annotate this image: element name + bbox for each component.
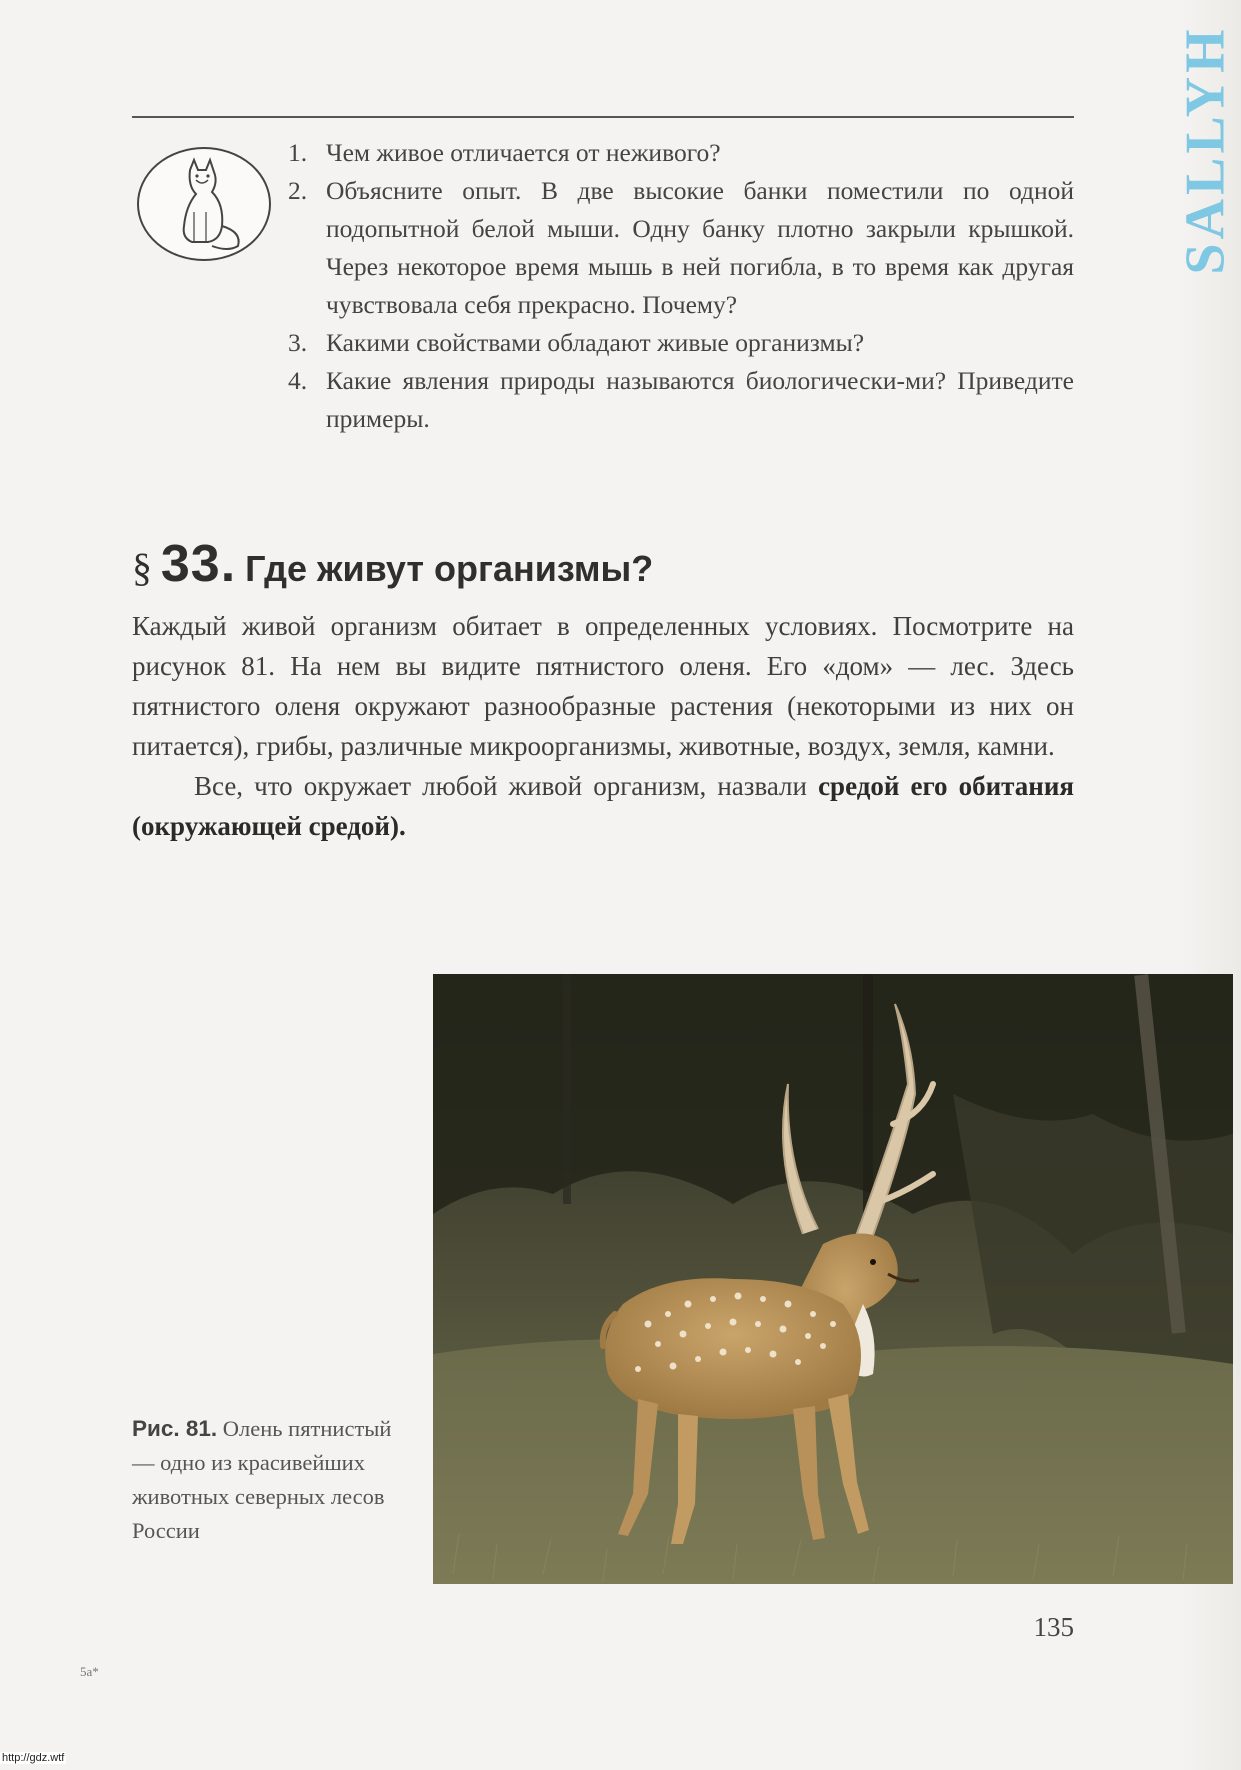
question-number: 4. (288, 366, 308, 395)
question-number: 1. (288, 138, 308, 167)
source-url-mark: http://gdz.wtf (2, 1752, 65, 1764)
question-item-3 (288, 324, 1074, 362)
question-item-2 (288, 172, 1074, 324)
paragraph-2-text: Все, что окружает любой живой организм, назвали (194, 771, 819, 801)
question-number: 3. (288, 328, 308, 357)
review-questions-list (288, 134, 1074, 438)
question-text: Какие явления природы называются биологически-ми? Приведите примеры. (326, 366, 1074, 433)
term-habitat: средой его обитания (окружающей средой). (132, 771, 1074, 841)
page-number: 135 (1033, 1612, 1074, 1642)
section-heading (132, 534, 1072, 594)
question-item-1 (288, 134, 1074, 172)
section-sign: § (132, 545, 152, 590)
question-text: Чем живое отличается от неживого? (326, 138, 721, 167)
fox-emblem-icon (132, 142, 278, 266)
figure-label: Рис. 81. (132, 1416, 218, 1441)
paragraph-1: Каждый живой организм обитает в определенных условиях. Посмотрите на рисунок 81. На нем вы видите пятнистого оленя. Его «дом» — лес. Здесь пятнистого оленя окружают разнообразные растения (некоторыми из них он питается), грибы, различные микроорганизмы, животные, воздух, земля, камни. (132, 611, 1074, 761)
question-number: 2. (288, 176, 308, 205)
section-number: 33. (160, 535, 237, 593)
section-body (132, 606, 1074, 846)
figure-caption (132, 1412, 392, 1548)
section-title: Где живут организмы? (245, 548, 654, 589)
corner-mark: 5a* (80, 1664, 99, 1679)
figure-caption-text: Олень пятнистый — одно из красивейших животных северных лесов России (132, 1416, 392, 1543)
figure-81-photo (433, 974, 1233, 1584)
paragraph-2 (132, 766, 1074, 846)
question-item-4 (288, 362, 1074, 438)
question-text: Объясните опыт. В две высокие банки поместили по одной подопытной белой мыши. Одну банку плотно закрыли крышкой. Через некоторое время мышь в ней погибла, в то время как другая чувствовала себя прекрасно. Почему? (326, 176, 1074, 319)
top-rule (132, 116, 1074, 118)
question-text: Какими свойствами обладают живые организмы? (326, 328, 865, 357)
side-tab-label: SALLYH (1175, 25, 1237, 275)
